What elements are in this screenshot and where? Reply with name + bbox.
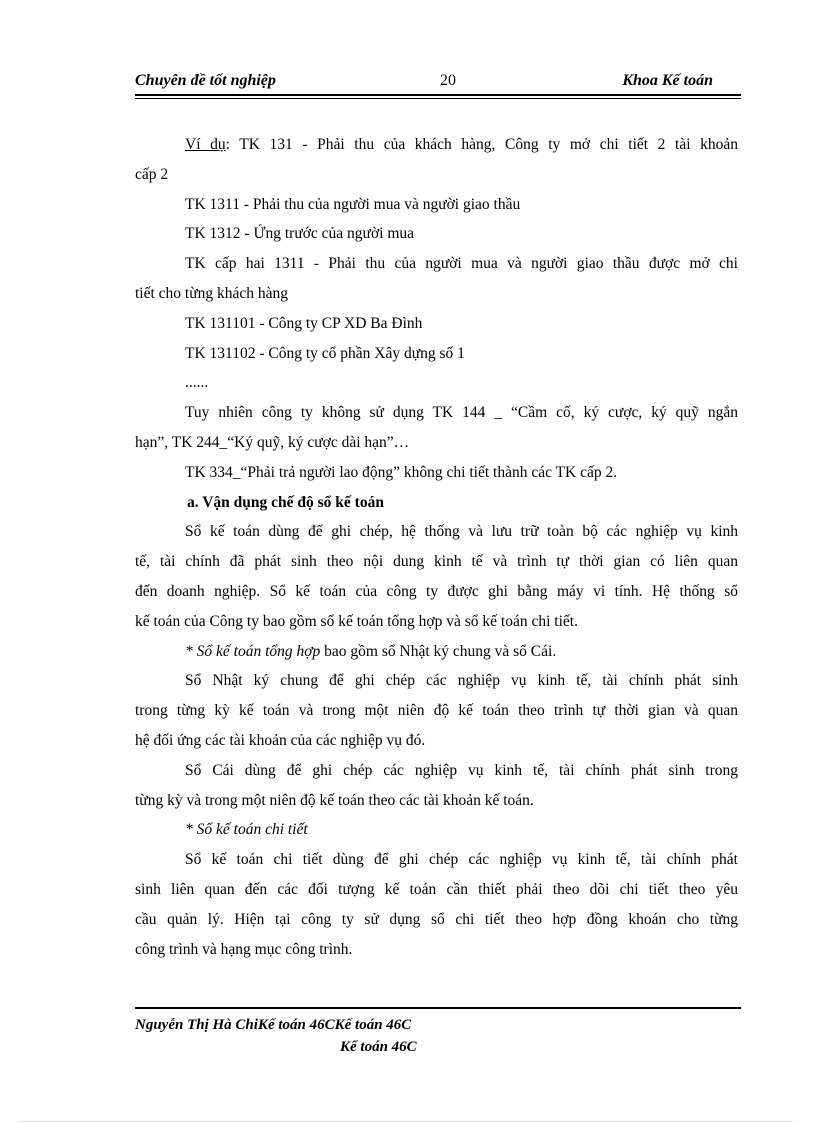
example-label: Ví dụ xyxy=(185,136,226,153)
paragraph-line: Tuy nhiên công ty không sử dụng TK 144 _ “Cầm cố, ký cược, ký quỹ ngắn xyxy=(185,404,738,422)
paragraph-line: trong từng kỳ kế toán và trong một niên độ kế toán theo trình tự thời gian và quan xyxy=(135,702,738,720)
footer-rule xyxy=(135,1007,741,1009)
page-header xyxy=(135,72,741,94)
paragraph-line: đến doanh nghiệp. Sổ kế toán của công ty được ghi bằng máy vi tính. Hệ thống sổ xyxy=(135,582,738,600)
paragraph-line: Sổ kế toán chi tiết dùng để ghi chép các nghiệp vụ kinh tế, tài chính phát xyxy=(185,851,738,869)
header-title: Chuyên đề tốt nghiệp xyxy=(135,72,276,89)
paragraph-line: TK 131101 - Công ty CP XD Ba Đình xyxy=(185,314,423,332)
paragraph-line: cấp 2 xyxy=(135,165,169,183)
paragraph-line: Sổ Cái dùng để ghi chép các nghiệp vụ kinh tế, tài chính phát sinh trong xyxy=(185,761,738,779)
paragraph-line: Ví dụ: TK 131 - Phải thu của khách hàng, Công ty mở chi tiết 2 tài khoản xyxy=(185,136,738,153)
paragraph-line: tế, tài chính đã phát sinh theo nội dung kinh tế và trình tự thời gian có liên quan xyxy=(135,553,738,571)
page-footer xyxy=(135,1014,741,1058)
page-number: 20 xyxy=(440,72,456,89)
document-body xyxy=(135,130,738,964)
paragraph-line: TK 334_“Phải trả người lao động” không chi tiết thành các TK cấp 2. xyxy=(185,463,618,481)
paragraph-line: Sổ kế toán dùng để ghi chép, hệ thống và lưu trữ toàn bộ các nghiệp vụ kinh xyxy=(185,523,738,541)
paragraph-line: tiết cho từng khách hàng xyxy=(135,284,289,302)
footer-class: Kế toán 46C xyxy=(340,1039,417,1055)
paragraph-line: TK 1311 - Phải thu của người mua và người giao thầu xyxy=(185,195,521,213)
paragraph-line: Sổ Nhật ký chung để ghi chép các nghiệp vụ kinh tế, tài chính phát sinh xyxy=(185,672,738,690)
paragraph-line: ...... xyxy=(185,374,209,392)
paragraph-line: hệ đối ứng các tài khoản của các nghiệp vụ đó. xyxy=(135,731,426,749)
paragraph-line: cầu quản lý. Hiện tại công ty sử dụng sổ chi tiết theo hợp đồng khoán cho từng xyxy=(135,910,738,928)
header-rule-thin xyxy=(135,98,741,99)
footer-author: Nguyễn Thị Hà ChiKế toán 46CKế toán 46C xyxy=(135,1017,412,1033)
paragraph-line: hạn”, TK 244_“Ký quỹ, ký cược dài hạn”… xyxy=(135,433,410,451)
header-department: Khoa Kế toán xyxy=(622,72,713,89)
section-heading: a. Vận dụng chế độ sổ kế toán xyxy=(187,493,384,511)
paragraph-line: công trình và hạng mục công trình. xyxy=(135,940,353,958)
paragraph-line: TK cấp hai 1311 - Phải thu của người mua và người giao thầu được mở chi xyxy=(185,255,738,273)
subheading-general-ledger: * Sổ kế toán tổng hợp xyxy=(185,642,321,660)
page-bottom-border xyxy=(20,1121,796,1122)
header-rule-thick xyxy=(135,94,741,96)
subheading-detail-ledger: * Sổ kế toán chi tiết xyxy=(185,821,308,839)
paragraph-line: kế toán của Công ty bao gồm sổ kế toán tổng hợp và sổ kế toán chi tiết. xyxy=(135,612,578,630)
paragraph-line: TK 1312 - Ứng trước của người mua xyxy=(185,225,415,243)
paragraph-line: từng kỳ và trong một niên độ kế toán theo các tài khoản kế toán. xyxy=(135,791,534,809)
paragraph-line: * Sổ kế toán tổng hợp bao gồm sổ Nhật ký chung và sổ Cái. xyxy=(185,642,557,660)
paragraph-line: TK 131102 - Công ty cổ phần Xây dựng số 1 xyxy=(185,344,465,362)
paragraph-line: sinh liên quan đến các đối tượng kế toán cần thiết phải theo dõi chi tiết theo yêu xyxy=(135,880,738,898)
